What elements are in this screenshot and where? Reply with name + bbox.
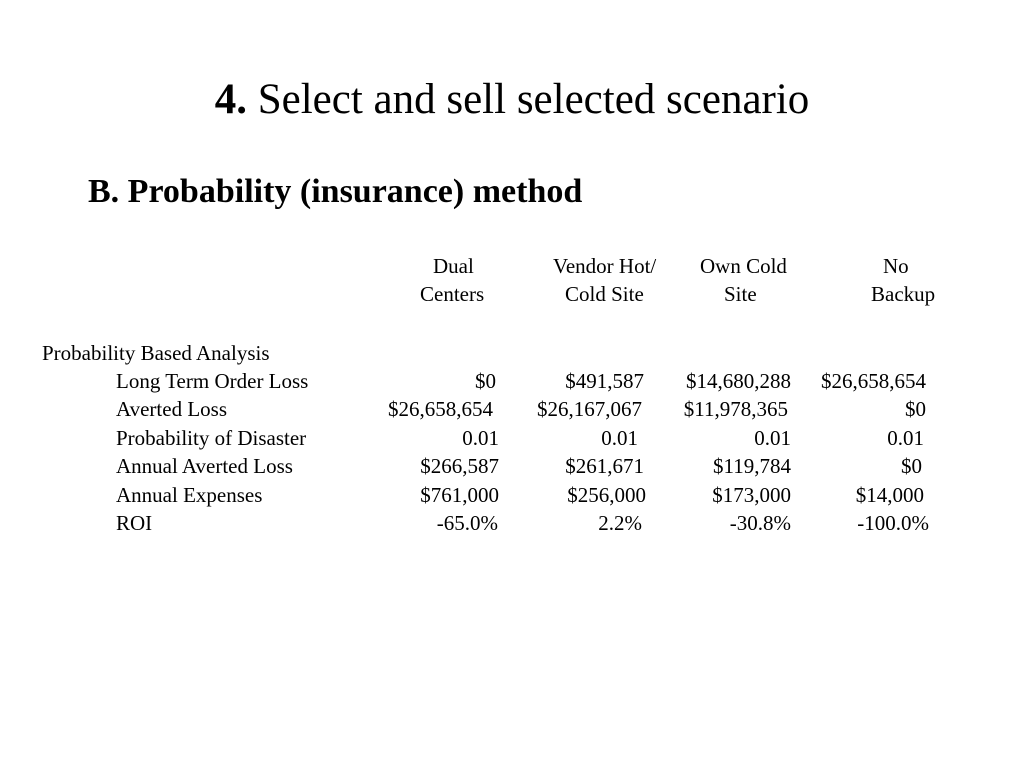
row-label-roi: ROI	[116, 511, 153, 535]
row-label-annual-expenses: Annual Expenses	[116, 483, 263, 507]
column-header-vendor-line2: Cold Site	[565, 282, 644, 306]
row-label-long-term-order-loss: Long Term Order Loss	[116, 369, 309, 393]
table-cell: $14,000	[855, 483, 924, 507]
table-cell: -30.8%	[729, 511, 791, 535]
table-cell: $261,671	[565, 454, 644, 478]
column-header-nobackup-line1: No	[883, 254, 909, 278]
table-cell: $119,784	[713, 454, 791, 478]
section-subtitle: B. Probability (insurance) method	[88, 173, 583, 210]
row-label-averted-loss: Averted Loss	[116, 397, 227, 421]
table-cell: $256,000	[567, 483, 646, 507]
table-cell: $26,658,654	[821, 369, 926, 393]
table-cell: $173,000	[712, 483, 791, 507]
row-label-annual-averted-loss: Annual Averted Loss	[116, 454, 293, 478]
table-cell: $26,658,654	[388, 397, 493, 421]
table-cell: 0.01	[462, 426, 499, 450]
section-label: Probability Based Analysis	[42, 341, 270, 365]
table-cell: $0	[475, 369, 496, 393]
column-header-dual-line1: Dual	[433, 254, 474, 278]
slide-title-text: Select and sell selected scenario	[246, 76, 810, 123]
column-header-owncold-line2: Site	[724, 282, 757, 306]
column-header-nobackup-line2: Backup	[871, 282, 936, 306]
table-cell: 2.2%	[598, 511, 642, 535]
table-cell: 0.01	[887, 426, 924, 450]
row-label-probability-of-disaster: Probability of Disaster	[116, 426, 307, 450]
table-cell: $11,978,365	[683, 397, 788, 421]
column-header-dual-line2: Centers	[420, 282, 485, 306]
table-cell: $0	[901, 454, 922, 478]
table-cell: 0.01	[601, 426, 638, 450]
table-cell: $14,680,288	[686, 369, 791, 393]
table-cell: -65.0%	[436, 511, 498, 535]
table-cell: -100.0%	[857, 511, 929, 535]
table-cell: 0.01	[754, 426, 791, 450]
column-header-vendor-line1: Vendor Hot/	[553, 254, 657, 278]
column-header-owncold-line1: Own Cold	[700, 254, 787, 278]
slide-title	[0, 74, 1024, 126]
table-cell: $761,000	[420, 483, 499, 507]
slide-title-number: 4.	[214, 76, 247, 123]
table-cell: $0	[905, 397, 926, 421]
table-cell: $266,587	[420, 454, 499, 478]
table-cell: $26,167,067	[537, 397, 642, 421]
table-cell: $491,587	[565, 369, 644, 393]
